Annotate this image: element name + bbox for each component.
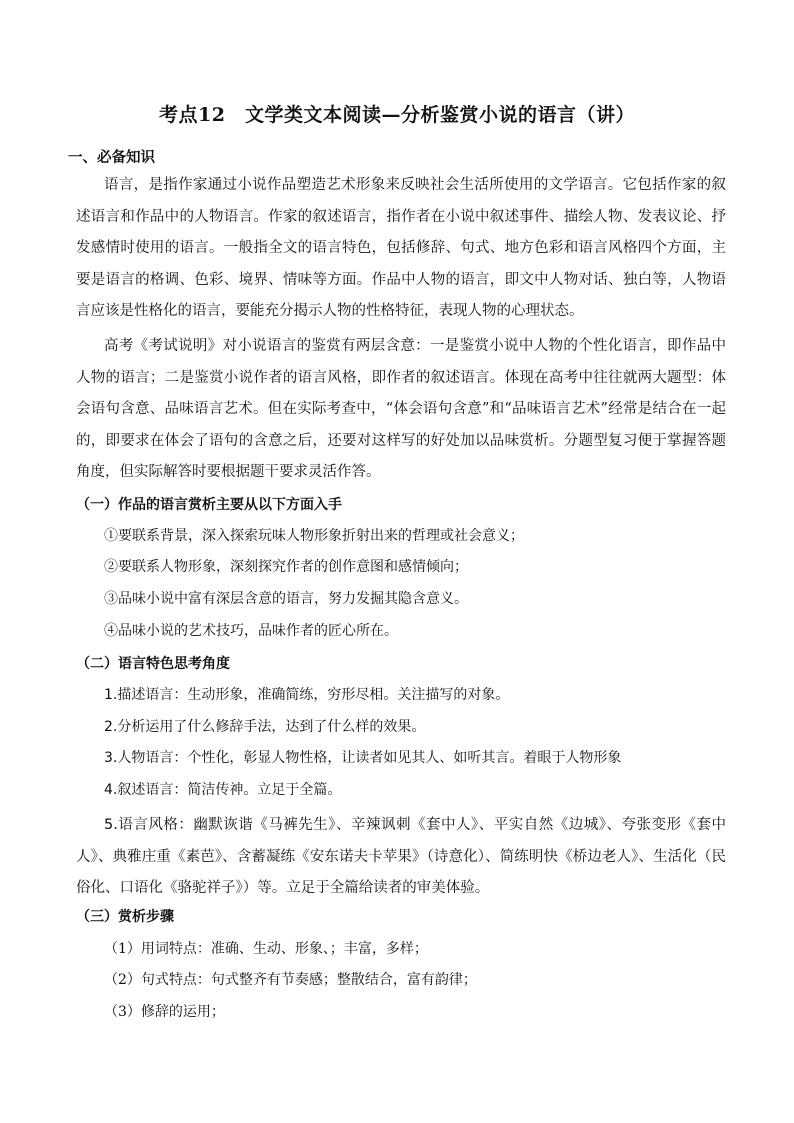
subsection-heading-steps: （三）赏析步骤 (76, 909, 174, 925)
list-item: ②要联系人物形象，深刻探究作者的创作意图和感情倾向； (104, 559, 468, 575)
paragraph-language-definition: 语言，是指作家通过小说作品塑造艺术形象来反映社会生活所使用的文学语言。它包括作家的叙述语言和作品中的人物语言。作家的叙述语言，指作者在小说中叙述事件、描绘人物、发表议论、抒发感情时使用的语言。一般指全文的语言特色，包括修辞、句式、地方色彩和语言风格四个方面，主要是语言的格调、色彩、境界、情味等方面。作品中人物的语言，即文中人物对话、独白等，人物语言应该是性格化的语言，要能充分揭示人物的性格特征，表现人物的心理状态。 (76, 177, 726, 319)
list-item: （2）句式特点：句式整齐有节奏感；整散结合，富有韵律； (104, 972, 477, 988)
list-item-language-style: 5.语言风格：幽默诙谐《马裤先生》、辛辣讽刺《套中人》、平实自然《边城》、夸张变形《套中人》、典雅庄重《素芭》、含蓄凝练《安东诺夫卡苹果》（诗意化）、简练明快《桥边老人》、生活化（民俗化、口语化《骆驼祥子》）等。立足于全篇给读者的审美体验。 (76, 817, 726, 896)
list-item: ④品味小说的艺术技巧，品味作者的匠心所在。 (104, 623, 398, 639)
page-title: 考点12 文学类文本阅读—分析鉴赏小说的语言（讲） (159, 104, 635, 126)
list-item: 2.分析运用了什么修辞手法，达到了什么样的效果。 (104, 719, 426, 735)
list-item: （3）修辞的运用； (104, 1004, 225, 1020)
subsection-heading-appreciation: （一）作品的语言赏析主要从以下方面入手 (76, 497, 342, 513)
list-item: （1）用词特点：准确、生动、形象、；丰富，多样； (104, 941, 428, 957)
paragraph-exam-description: 高考《考试说明》对小说语言的鉴赏有两层含意：一是鉴赏小说中人物的个性化语言，即作品中人物的语言；二是鉴赏小说作者的语言风格，即作者的叙述语言。体现在高考中往往就两大题型：体会语句含意、品味语言艺术。但在实际考查中，“体会语句含意”和“品味语言艺术”经常是结合在一起的，即要求在体会了语句的含意之后，还要对这样写的好处加以品味赏析。分题型复习便于掌握答题角度，但实际解答时要根据题干要求灵活作答。 (76, 338, 726, 480)
list-item: 1.描述语言：生动形象，准确简练，穷形尽相。关注描写的对象。 (104, 687, 510, 703)
list-item: 3.人物语言：个性化，彰显人物性格，让读者如见其人、如听其言。着眼于人物形象 (104, 750, 622, 766)
list-item: ①要联系背景，深入探索玩味人物形象折射出来的哲理或社会意义； (104, 528, 524, 544)
list-item: ③品味小说中富有深层含意的语言，努力发掘其隐含意义。 (104, 591, 468, 607)
subsection-heading-features: （二）语言特色思考角度 (76, 656, 230, 672)
list-item: 4.叙述语言：简洁传神。立足于全篇。 (104, 782, 342, 798)
section-heading-knowledge: 一、必备知识 (68, 149, 155, 166)
